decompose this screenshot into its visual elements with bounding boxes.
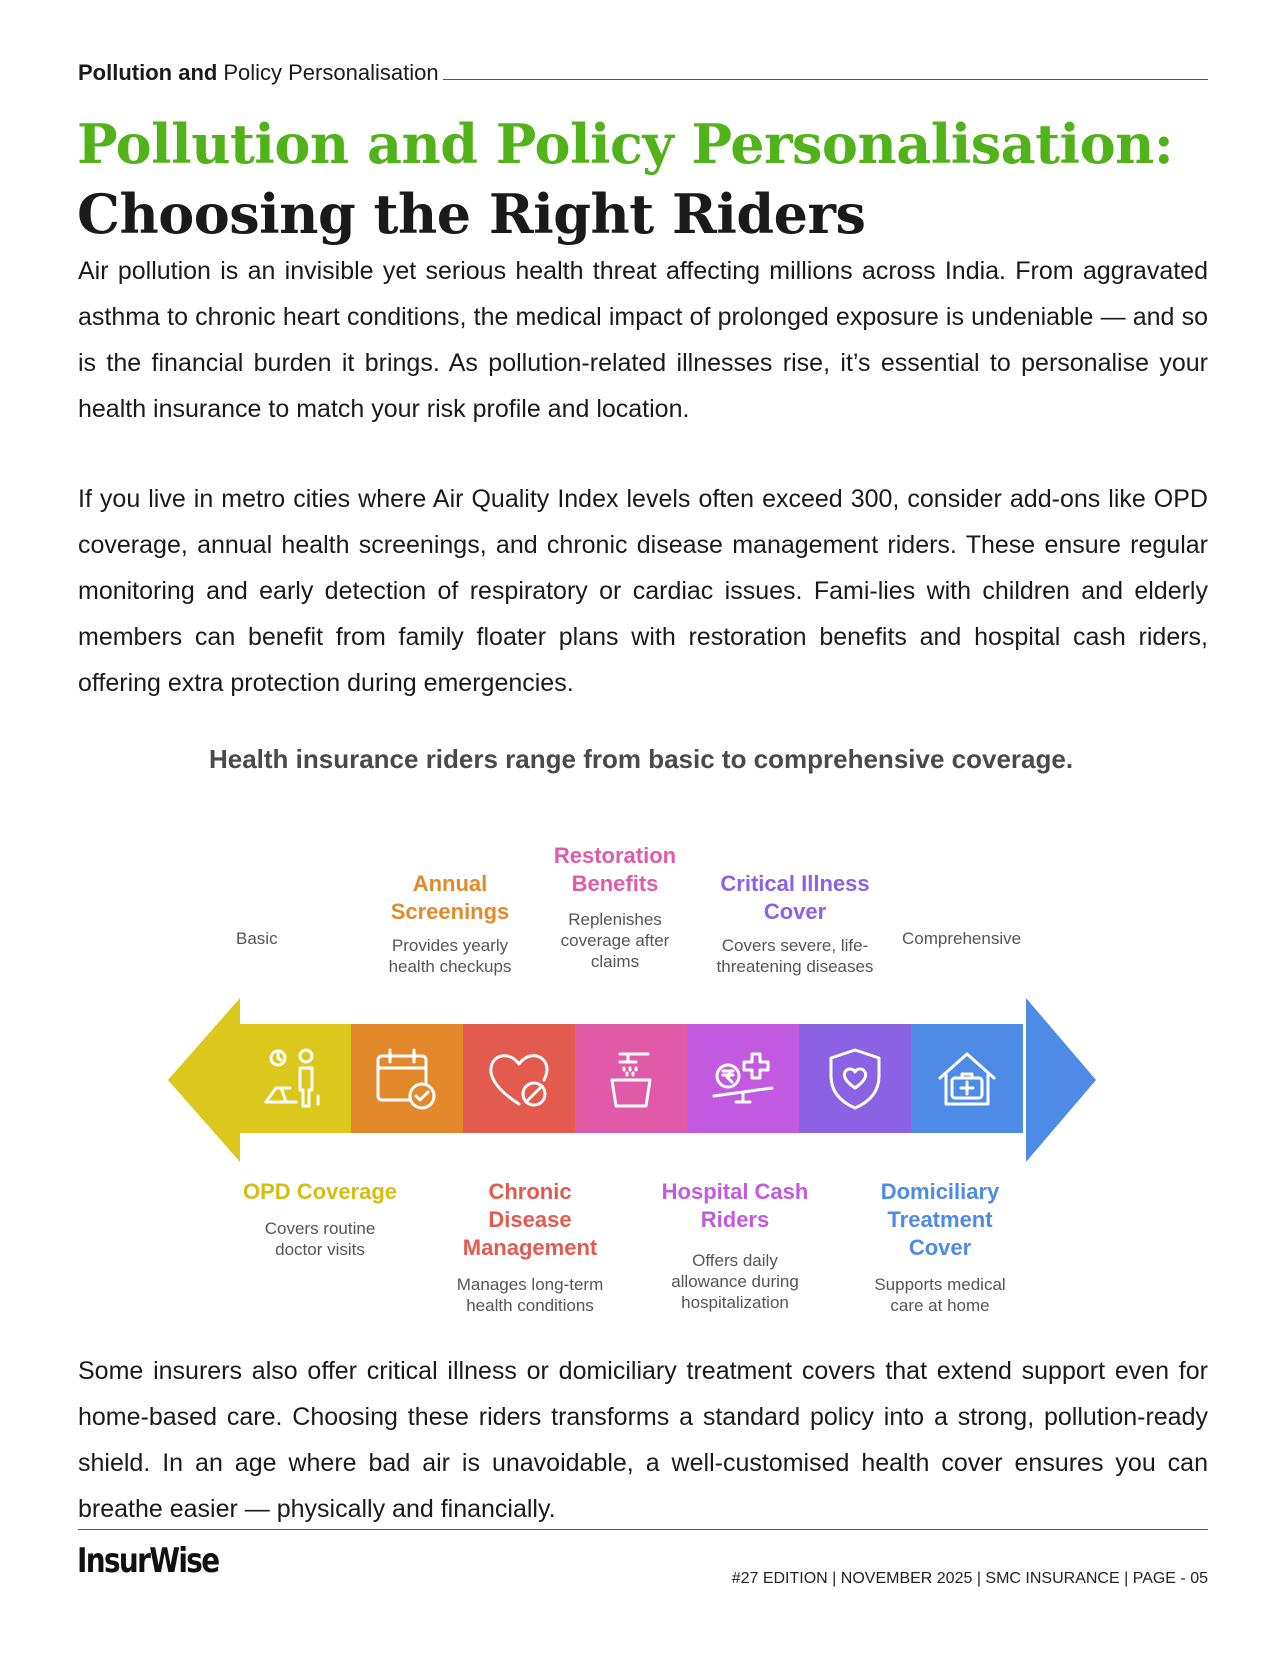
tile-opd: [239, 1024, 351, 1133]
domiciliary-title: Domiciliary Treatment Cover: [880, 1179, 1000, 1260]
comprehensive-label: Comprehensive: [902, 929, 1022, 948]
article-title-line2: Choosing the Right Riders: [77, 182, 866, 246]
refill-glass-icon: [596, 1044, 666, 1114]
annual-screenings-desc: Provides yearly health checkups: [388, 936, 512, 976]
tile-critical: [799, 1024, 911, 1133]
header-rule: [443, 79, 1208, 80]
tile-restoration: [575, 1024, 687, 1133]
restoration-benefits-title: Restoration Benefits: [553, 843, 677, 896]
paragraph-intro: Air pollution is an invisible yet serious health threat affecting millions across India. From aggravated asthma to chronic heart conditions, the medical impact of prolonged exposure is undeniable — and so is the financial burden it brings. As pollution-related illnesses rise, it’s essential to personalise your health insurance to match your risk profile and location.: [78, 257, 1208, 423]
critical-illness-desc: Covers severe, life- threatening diseases: [716, 936, 874, 976]
domiciliary-desc: Supports medical care at home: [874, 1275, 1006, 1315]
hospital-cash-desc: Offers daily allowance during hospitalization: [671, 1251, 799, 1312]
footer-rule: [78, 1529, 1208, 1530]
paragraph-conclusion: Some insurers also offer critical illness or domiciliary treatment covers that extend support even for home-based care. Choosing these riders transforms a standard policy into a strong, pollution-ready shield. In an age where bad air is unavoidable, a well-customised health cover ensures you can breathe easier — physically and financially.: [78, 1357, 1208, 1523]
opd-coverage-desc: Covers routine doctor visits: [264, 1219, 376, 1259]
paragraph-metro: If you live in metro cities where Air Quality Index levels often exceed 300, consider add-ons like OPD coverage, annual health screenings, and chronic disease management riders. These ensure regular monitoring and early detection of respiratory or cardiac issues. Fami-lies with children and elderly members can benefit from family floater plans with restoration benefits and hospital cash riders, offering extra protection during emergencies.: [78, 485, 1208, 697]
tile-domiciliary: [911, 1024, 1023, 1133]
running-header-text: Policy Personalisation: [223, 60, 439, 85]
calendar-check-icon: [372, 1044, 442, 1114]
hospital-cash-title: Hospital Cash Riders: [661, 1179, 809, 1232]
left-arrow-head: [168, 998, 240, 1162]
running-header: [78, 56, 1208, 86]
footer-edition-info: #27 EDITION | NOVEMBER 2025 | SMC INSURANCE | PAGE - 05: [731, 1570, 1208, 1587]
article-title-line1: Pollution and Policy Personalisation:: [77, 112, 1174, 176]
restoration-benefits-desc: Replenishes coverage after claims: [560, 910, 670, 971]
insurwise-logo: InsurWise: [77, 1541, 219, 1581]
tile-hospital-cash: [687, 1024, 799, 1133]
opd-coverage-title: OPD Coverage: [242, 1179, 398, 1204]
doctor-patient-icon: [260, 1044, 330, 1114]
basic-label: Basic: [236, 929, 278, 948]
tile-annual: [351, 1024, 463, 1133]
infographic-title: Health insurance riders range from basic to comprehensive coverage.: [208, 744, 1074, 774]
rupee-balance-icon: [708, 1044, 778, 1114]
right-arrow-head: [1026, 998, 1096, 1162]
chronic-disease-title: Chronic Disease Management: [462, 1179, 598, 1260]
running-header-bold: Pollution and: [78, 60, 218, 85]
critical-illness-title: Critical Illness Cover: [720, 871, 870, 924]
heart-blocked-icon: [484, 1044, 554, 1114]
home-medkit-icon: [932, 1044, 1002, 1114]
chronic-disease-desc: Manages long-term health conditions: [456, 1275, 604, 1315]
annual-screenings-title: Annual Screenings: [390, 871, 510, 924]
shield-heart-icon: [820, 1044, 890, 1114]
tile-chronic: [463, 1024, 575, 1133]
